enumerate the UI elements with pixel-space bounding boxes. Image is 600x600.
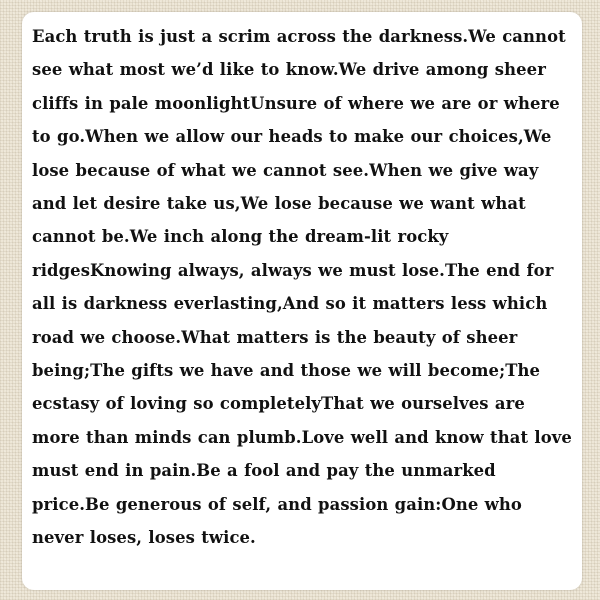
poem-card (22, 12, 582, 590)
poem-text: Each truth is just a scrim across the darkness.We cannot see what most we’d like to know.We drive among sheer cliffs in pale moonlightUnsure of where we are or where to go.When we allow our heads to make our choices,We lose because of what we cannot see.When we give way and let desire take us,We lose because we want what cannot be.We inch along the dream-lit rocky ridgesKnowing always, always we must lose.The end for all is darkness everlasting,And so it matters less which road we choose.What matters is the beauty of sheer being;The gifts we have and those we will become;The ecstasy of loving so completelyThat we ourselves are more than minds can plumb.Love well and know that love must end in pain.Be a fool and pay the unmarked price.Be generous of self, and passion gain:One who never loses, loses twice. (32, 27, 572, 548)
